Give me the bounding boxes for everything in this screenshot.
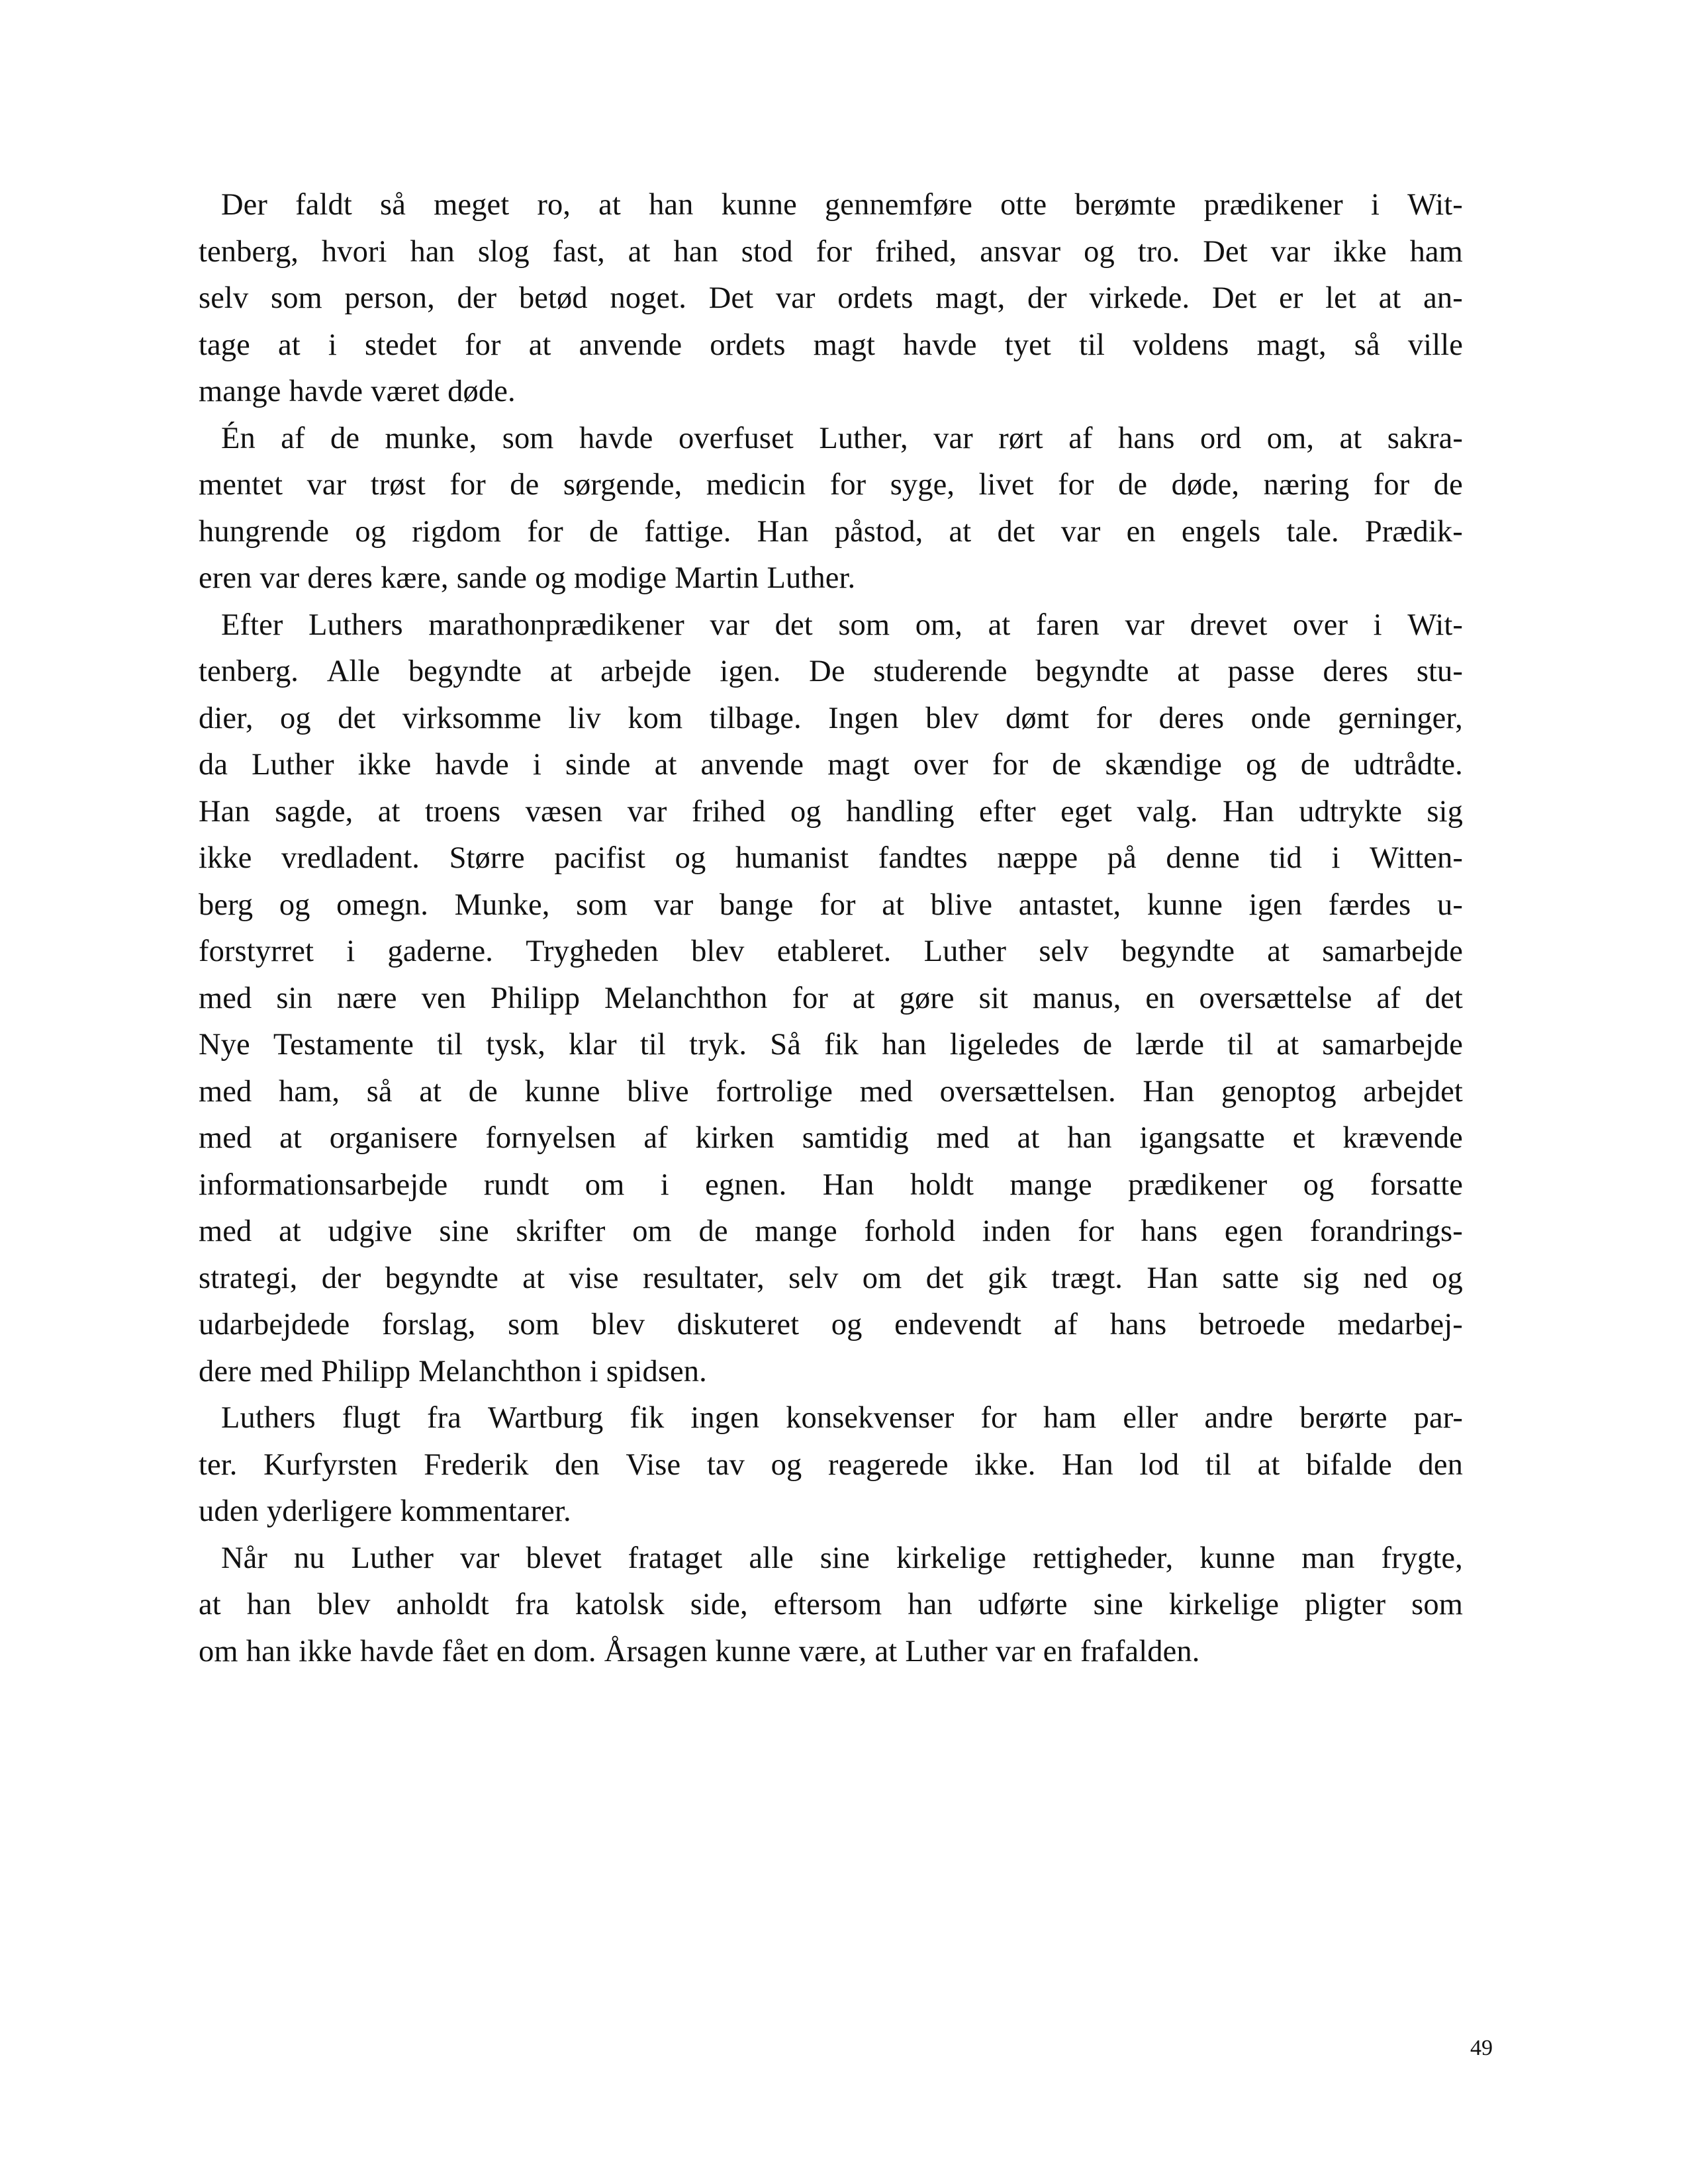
text-line: tenberg, hvori han slog fast, at han stod for frihed, ansvar og tro. Det var ikke ham (199, 234, 1463, 269)
text-line: Når nu Luther var blevet frataget alle sine kirkelige rettigheder, kunne man frygte, (221, 1541, 1463, 1575)
text-line: uden yderligere kommentarer. (199, 1494, 571, 1528)
paragraph (199, 416, 1463, 602)
text-line: informationsarbejde rundt om i egnen. Han holdt mange prædikener og forsatte (199, 1167, 1463, 1202)
body-text-block (199, 182, 1463, 1675)
text-line: tenberg. Alle begyndte at arbejde igen. De studerende begyndte at passe deres stu- (199, 655, 1463, 688)
text-line: forstyrret i gaderne. Trygheden blev etableret. Luther selv begyndte at samarbejde (199, 934, 1463, 968)
text-line: mange havde været døde. (199, 375, 516, 408)
paragraph (199, 1395, 1463, 1535)
text-line: udarbejdede forslag, som blev diskuteret og endevendt af hans betroede medarbej- (199, 1308, 1463, 1342)
text-line: Luthers flugt fra Wartburg fik ingen konsekvenser for ham eller andre berørte par- (221, 1401, 1463, 1435)
text-line: ter. Kurfyrsten Frederik den Vise tav og reagerede ikke. Han lod til at bifalde den (199, 1447, 1463, 1482)
text-line: Han sagde, at troens væsen var frihed og handling efter eget valg. Han udtrykte sig (199, 794, 1463, 829)
text-line: mentet var trøst for de sørgende, medicin for syge, livet for de døde, næring for de (199, 468, 1463, 502)
text-line: med ham, så at de kunne blive fortrolige med oversættelsen. Han genoptog arbejdet (199, 1074, 1463, 1109)
text-line: Én af de munke, som havde overfuset Luther, var rørt af hans ord om, at sakra- (221, 421, 1463, 455)
text-line: om han ikke havde fået en dom. Årsagen kunne være, at Luther var en frafalden. (199, 1634, 1200, 1668)
text-line: at han blev anholdt fra katolsk side, eftersom han udførte sine kirkelige pligter som (199, 1588, 1463, 1621)
text-line: eren var deres kære, sande og modige Martin Luther. (199, 561, 856, 595)
page-number: 49 (1470, 2036, 1493, 2060)
text-line: Efter Luthers marathonprædikener var det som om, at faren var drevet over i Wit- (221, 608, 1463, 642)
text-line: dier, og det virksomme liv kom tilbage. Ingen blev dømt for deres onde gerninger, (199, 701, 1463, 735)
text-line: Der faldt så meget ro, at han kunne gennemføre otte berømte prædikener i Wit- (221, 188, 1463, 222)
text-line: ikke vredladent. Større pacifist og humanist fandtes næppe på denne tid i Witten- (199, 841, 1463, 875)
text-line: hungrende og rigdom for de fattige. Han påstod, at det var en engels tale. Prædik- (199, 514, 1463, 549)
text-line: dere med Philipp Melanchthon i spidsen. (199, 1354, 707, 1388)
text-line: med at udgive sine skrifter om de mange forhold inden for hans egen forandrings- (199, 1214, 1463, 1248)
text-line: selv som person, der betød noget. Det var ordets magt, der virkede. Det er let at an- (199, 281, 1463, 315)
text-line: med sin nære ven Philipp Melanchthon for at gøre sit manus, en oversættelse af det (199, 981, 1463, 1015)
text-line: tage at i stedet for at anvende ordets magt havde tyet til voldens magt, så ville (199, 328, 1463, 362)
paragraph (199, 1535, 1463, 1676)
paragraph (199, 602, 1463, 1396)
text-line: strategi, der begyndte at vise resultater, selv om det gik trægt. Han satte sig ned og (199, 1261, 1463, 1295)
text-line: med at organisere fornyelsen af kirken samtidig med at han igangsatte et krævende (199, 1121, 1463, 1155)
text-line: da Luther ikke havde i sinde at anvende magt over for de skændige og de udtrådte. (199, 748, 1463, 782)
text-line: Nye Testamente til tysk, klar til tryk. Så fik han ligeledes de lærde til at samarbejde (199, 1028, 1463, 1062)
paragraph (199, 182, 1463, 416)
text-line: berg og omegn. Munke, som var bange for at blive antastet, kunne igen færdes u- (199, 887, 1463, 922)
